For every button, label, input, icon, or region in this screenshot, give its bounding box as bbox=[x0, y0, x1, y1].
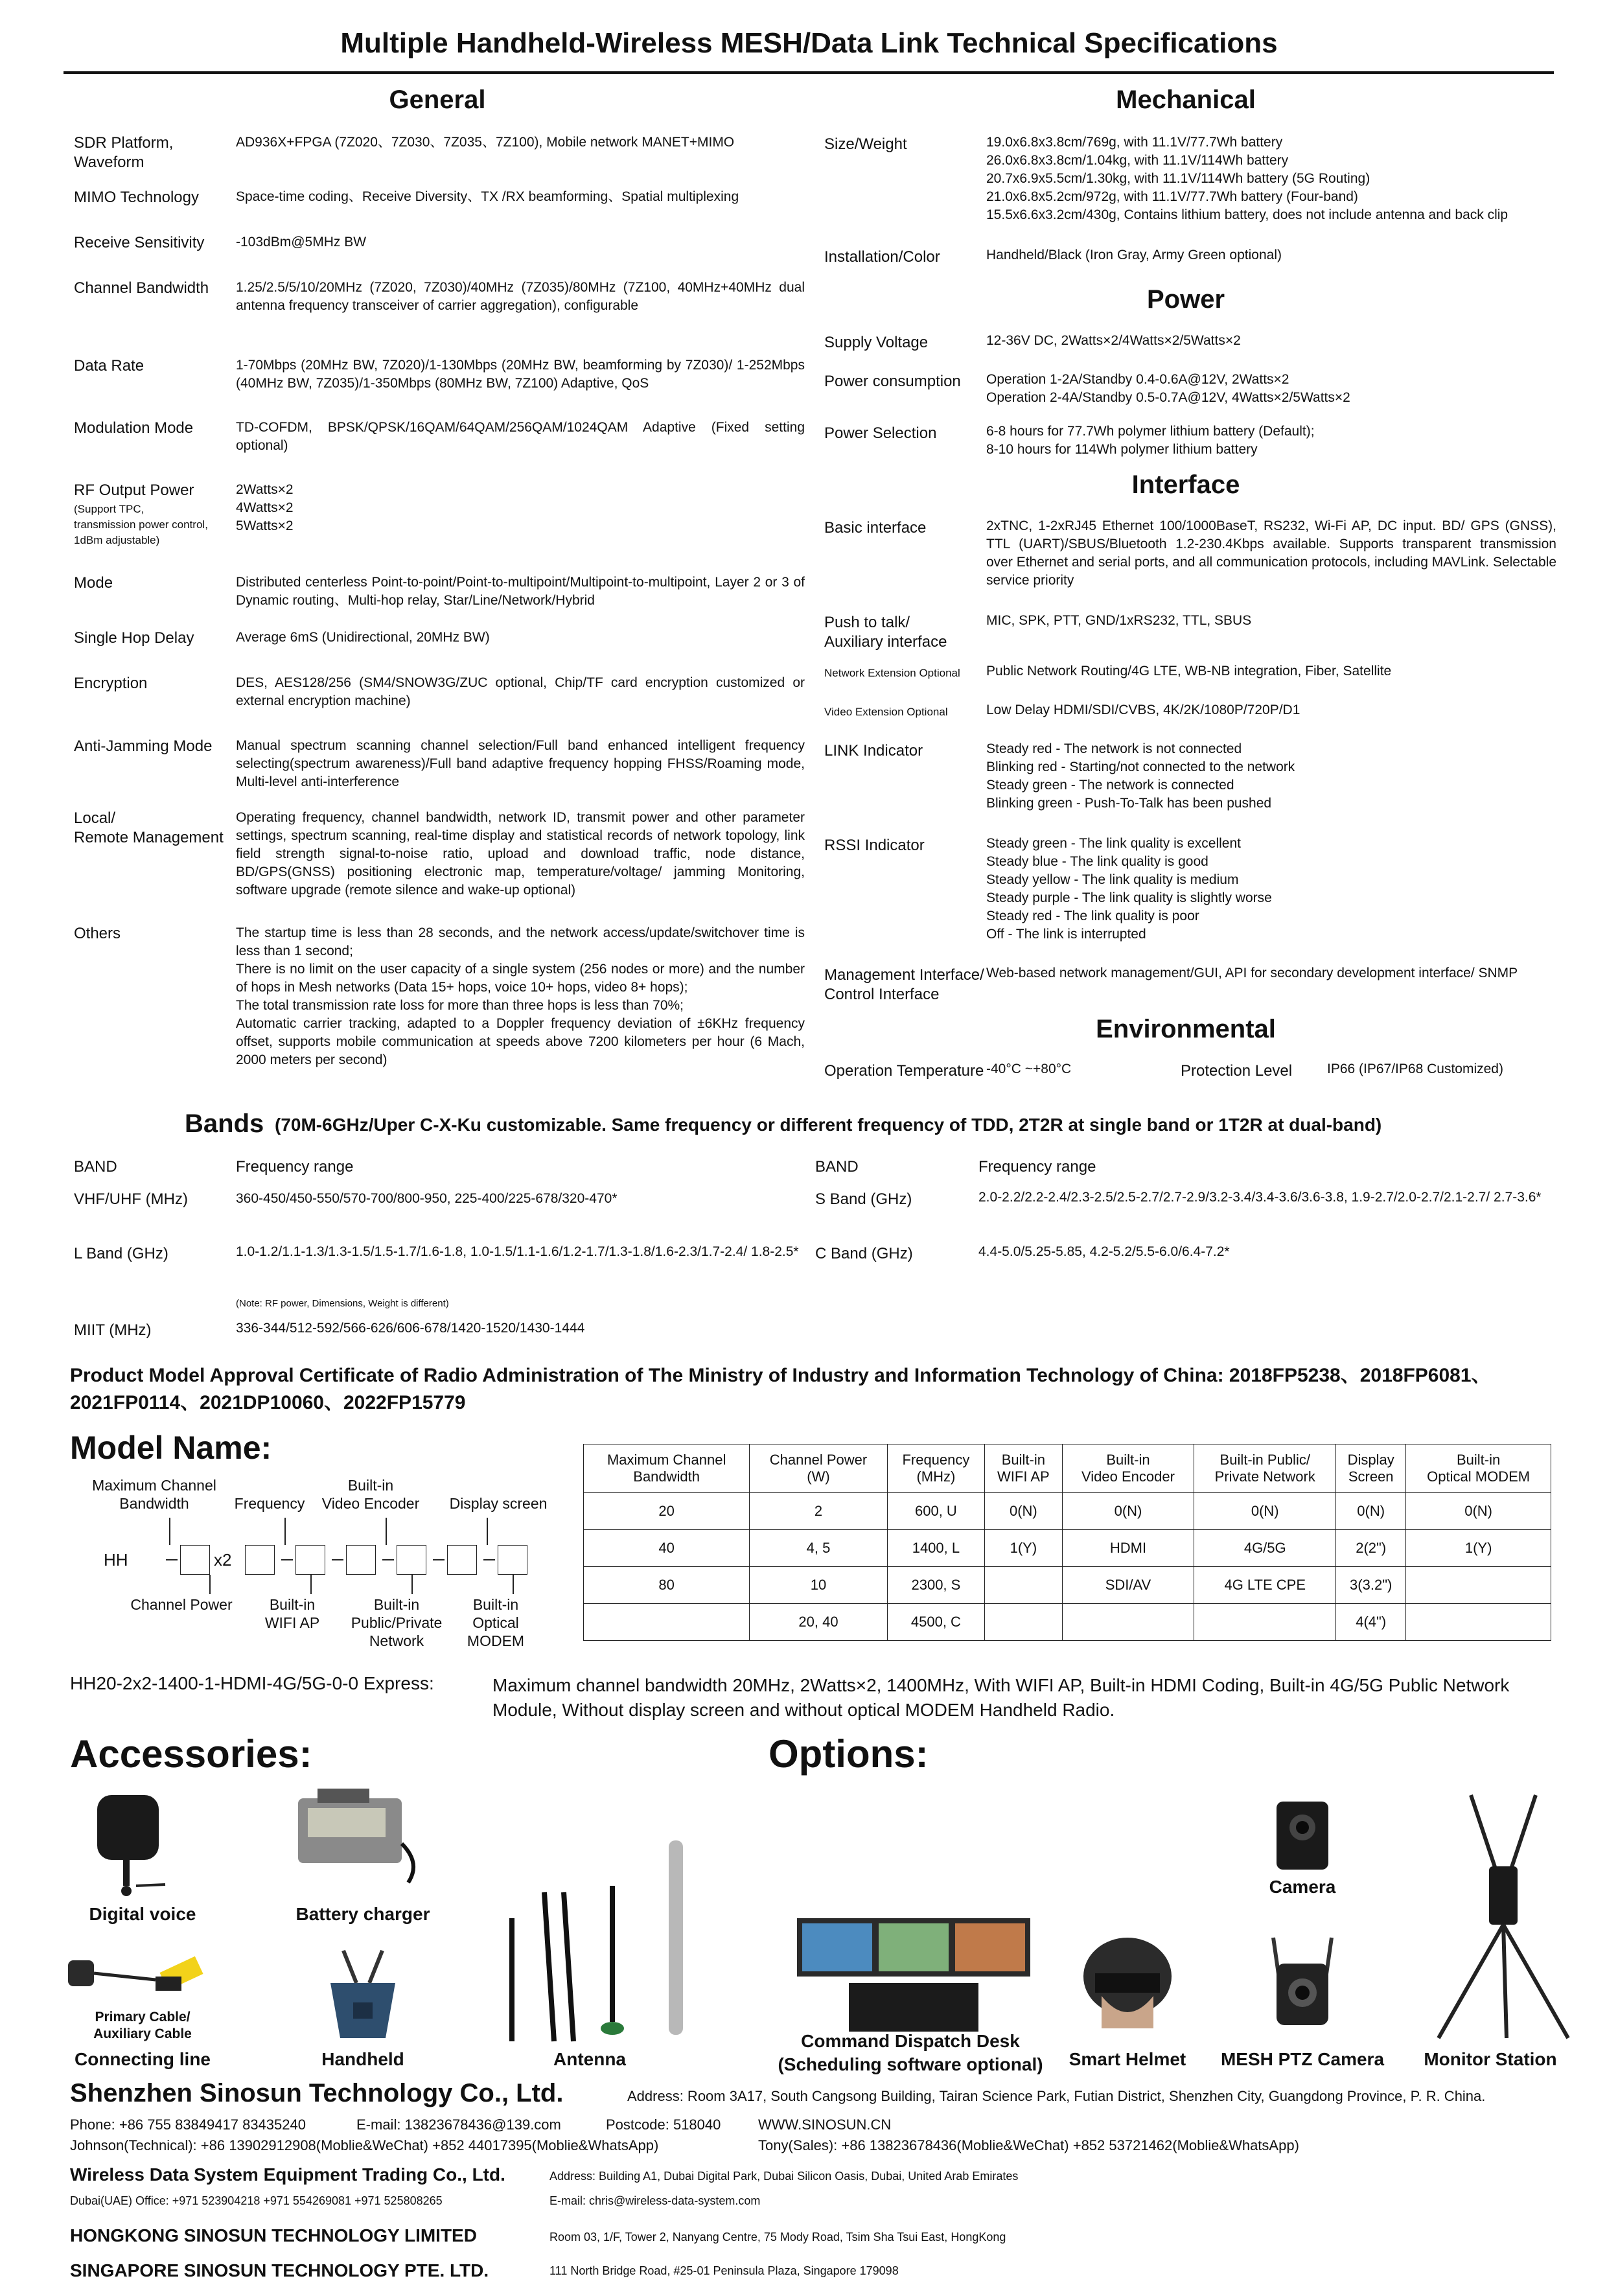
interface-row-label: RSSI Indicator bbox=[824, 837, 925, 854]
model-top-label: Frequency bbox=[234, 1495, 305, 1512]
interface-row-value: Steady red - The network is not connected Blinking red - Starting/not connected to the network Steady green - The network is connected Blinking green - Push-To-Talk has been pushed bbox=[986, 741, 1295, 811]
interface-row-label: Management Interface/ Control Interface bbox=[824, 966, 984, 1003]
band-c-freq: 4.4-5.0/5.25-5.85, 4.2-5.2/5.5-6.0/6.4-7.2* bbox=[978, 1244, 1230, 1259]
model-table-cell: 4(4") bbox=[1336, 1604, 1406, 1641]
general-row-label: MIMO Technology bbox=[74, 189, 199, 206]
model-table-cell: 1400, L bbox=[887, 1530, 984, 1567]
mechanical-row-label: Installation/Color bbox=[824, 248, 940, 266]
interface-row-value: Public Network Routing/4G LTE, WB-NB integration, Fiber, Satellite bbox=[986, 664, 1392, 678]
title-rule bbox=[64, 71, 1554, 74]
model-table-cell bbox=[1062, 1604, 1194, 1641]
freq-col-right: Frequency range bbox=[978, 1158, 1096, 1176]
general-row-label: Mode bbox=[74, 574, 113, 592]
sg-address: 111 North Bridge Road, #25-01 Peninsula Plaza, Singapore 179098 bbox=[549, 2264, 899, 2277]
general-row-value: DES, AES128/256 (SM4/SNOW3G/ZUC optional, Chip/TF card encryption customized or external encryption machine) bbox=[236, 675, 805, 708]
general-row-value: Distributed centerless Point-to-point/Point-to-multipoint/Multipoint-to-multipoint, Layer 2 or 3 of Dynamic routing、Multi-hop relay, Star/Line/Network/Hybrid bbox=[236, 575, 805, 608]
band-l-freq: 1.0-1.2/1.1-1.3/1.3-1.5/1.5-1.7/1.6-1.8, 1.0-1.5/1.1-1.6/1.2-1.7/1.3-1.8/1.6-2.3/1.7-2.4/ 1.8-2.5* bbox=[236, 1244, 799, 1259]
miit-label: MIIT (MHz) bbox=[74, 1321, 152, 1339]
model-top-label: Display screen bbox=[449, 1495, 548, 1512]
band-s-label: S Band (GHz) bbox=[815, 1190, 912, 1208]
model-table-header: Channel Power (W) bbox=[750, 1444, 887, 1493]
model-table-header: Built-in Video Encoder bbox=[1062, 1444, 1194, 1493]
general-row-value: Space-time coding、Receive Diversity、TX /RX beamforming、Spatial multiplexing bbox=[236, 189, 739, 204]
band-l-label: L Band (GHz) bbox=[74, 1245, 168, 1262]
options-heading: Options: bbox=[769, 1732, 929, 1776]
dubai-email: E-mail: chris@wireless-data-system.com bbox=[549, 2194, 761, 2207]
general-row-label: Channel Bandwidth bbox=[74, 279, 209, 297]
interface-row-value: Low Delay HDMI/SDI/CVBS, 4K/2K/1080P/720P/D1 bbox=[986, 702, 1300, 717]
model-code-dash bbox=[281, 1559, 293, 1560]
model-code-box bbox=[447, 1545, 477, 1575]
interface-row-label: Video Extension Optional bbox=[824, 706, 948, 718]
hk-company: HONGKONG SINOSUN TECHNOLOGY LIMITED bbox=[70, 2225, 477, 2245]
protection-value: IP66 (IP67/IP68 Customized) bbox=[1327, 1061, 1503, 1076]
table-row bbox=[584, 1567, 1551, 1604]
freq-col-left: Frequency range bbox=[236, 1158, 354, 1176]
table-row bbox=[584, 1530, 1551, 1567]
op-temp-label: Operation Temperature bbox=[824, 1062, 984, 1080]
model-code-dash bbox=[166, 1559, 178, 1560]
model-table-cell: 10 bbox=[750, 1567, 887, 1604]
model-bottom-label: Channel Power bbox=[130, 1596, 233, 1613]
model-table-cell bbox=[1406, 1604, 1551, 1641]
model-table-cell: 0(N) bbox=[1406, 1493, 1551, 1530]
general-row-value: Manual spectrum scanning channel selection/Full band enhanced intelligent frequency selecting(spectrum awareness)/Full band adaptive frequency hopping FHSS/Roaming mode, Multi-level anti-interference bbox=[236, 738, 805, 789]
general-row-value: The startup time is less than 28 seconds, and the network access/update/switchover time is less than 1 second; There is no limit on the user capacity of a single system (256 nodes or more) and the number of hops in Mesh networks (Data 15+ hops, voice 10+ hops, video 8+ hops); The total transmission rate loss for more than three hops is less than 70%; Automatic carrier tracking, adapted to a Doppler frequency deviation of ±6KHz frequency offset, supports mobile communication at speeds above 7200 kilometers per hour (6 Mach, 2000 meters per second) bbox=[236, 925, 805, 1067]
general-row-label: Single Hop Delay bbox=[74, 629, 194, 647]
interface-row-value: MIC, SPK, PTT, GND/1xRS232, TTL, SBUS bbox=[986, 613, 1252, 628]
model-table-cell bbox=[584, 1604, 750, 1641]
interface-row-label: LINK Indicator bbox=[824, 742, 923, 760]
model-table-cell: 0(N) bbox=[1062, 1493, 1194, 1530]
sg-company: SINGAPORE SINOSUN TECHNOLOGY PTE. LTD. bbox=[70, 2260, 489, 2280]
company-name: Shenzhen Sinosun Technology Co., Ltd. bbox=[70, 2079, 564, 2107]
general-row-label: RF Output Power bbox=[74, 481, 194, 499]
band-c-label: C Band (GHz) bbox=[815, 1245, 913, 1262]
general-row-value: 1-70Mbps (20MHz BW, 7Z020)/1-130Mbps (20MHz BW, beamforming by 7Z030)/ 1-252Mbps (40MHz BW, 7Z035)/1-350Mbps (80MHz BW, 7Z100) Adaptive, QoS bbox=[236, 358, 805, 391]
general-row-value: AD936X+FPGA (7Z020、7Z030、7Z035、7Z100), Mobile network MANET+MIMO bbox=[236, 135, 735, 150]
protection-label: Protection Level bbox=[1181, 1062, 1293, 1080]
accessories-heading: Accessories: bbox=[70, 1732, 312, 1776]
mechanical-row-value: Handheld/Black (Iron Gray, Army Green optional) bbox=[986, 248, 1282, 262]
express-value: Maximum channel bandwidth 20MHz, 2Watts×2, 1400MHz, With WIFI AP, Built-in HDMI Coding, Built-in 4G/5G Public Network Module, Without display screen and without optical MODEM Handheld Radio. bbox=[492, 1675, 1510, 1720]
model-table-cell bbox=[1406, 1567, 1551, 1604]
model-top-label: Built-in Video Encoder bbox=[321, 1477, 420, 1512]
general-row-label: Receive Sensitivity bbox=[74, 234, 205, 251]
mechanical-row-value: 19.0x6.8x3.8cm/769g, with 11.1V/77.7Wh battery 26.0x6.8x3.8cm/1.04kg, with 11.1V/114Wh battery 20.7x6.9x5.5cm/1.30kg, with 11.1V/114Wh battery (5G Routing) 21.0x6.8x5.2cm/972g, with 11.1V/77.7Wh battery (Four-band) 15.5x6.6x3.2cm/430g, Contains lithium battery, does not include antenna and back clip bbox=[986, 135, 1508, 222]
model-table-cell: SDI/AV bbox=[1062, 1567, 1194, 1604]
general-row-value: -103dBm@5MHz BW bbox=[236, 235, 367, 249]
dubai-office: Dubai(UAE) Office: +971 523904218 +971 554269081 +971 525808265 bbox=[70, 2194, 443, 2207]
smart-helmet-icon bbox=[1076, 1931, 1179, 2035]
model-code-box bbox=[295, 1545, 325, 1575]
model-table-cell: HDMI bbox=[1062, 1530, 1194, 1567]
general-row-label: Local/ Remote Management bbox=[74, 809, 224, 846]
caption-digital-voice: Digital voice bbox=[89, 1904, 196, 1924]
model-table-cell bbox=[985, 1604, 1062, 1641]
interface-row-value: 2xTNC, 1-2xRJ45 Ethernet 100/1000BaseT, RS232, Wi-Fi AP, DC input. BD/ GPS (GNSS), TTL (UART)/SBUS/Bluetooth 1.2-230.4Kbps available. Supports transparent transmission over Ethernet and serial ports, and all communication protocols, including MAVLink. Selectable service priority bbox=[986, 518, 1556, 588]
certificate-text: Product Model Approval Certificate of Radio Administration of The Ministry of Industry and Information Technology of China: 2018FP5238、2018FP6081、2021FP0114、2021DP10060、2022FP15779 bbox=[70, 1365, 1491, 1413]
band-vhf-freq: 360-450/450-550/570-700/800-950, 225-400/225-678/320-470* bbox=[236, 1191, 618, 1206]
caption-handheld: Handheld bbox=[321, 2049, 404, 2069]
model-table-header: Display Screen bbox=[1336, 1444, 1406, 1493]
general-row-value: 1.25/2.5/5/10/20MHz (7Z020, 7Z030)/40MHz (7Z035)/80MHz (7Z100, 40MHz+40MHz dual antenna frequency transceiver of carrier aggregation), configurable bbox=[236, 280, 805, 313]
model-table-cell: 40 bbox=[584, 1530, 750, 1567]
contact-johnson: Johnson(Technical): +86 13902912908(Moblie&WeChat) +852 44017395(Moblie&WhatsApp) bbox=[70, 2137, 659, 2153]
power-row-value: 6-8 hours for 77.7Wh polymer lithium battery (Default); 8-10 hours for 114Wh polymer lithium battery bbox=[986, 424, 1315, 457]
model-bottom-label: Built-in Public/Private Network bbox=[351, 1596, 443, 1649]
model-code-box bbox=[397, 1545, 426, 1575]
monitor-station-icon bbox=[1426, 1789, 1581, 2041]
model-table-cell bbox=[1194, 1604, 1336, 1641]
mechanical-row-label: Size/Weight bbox=[824, 135, 907, 153]
ptz-camera-icon bbox=[1251, 1931, 1354, 2035]
model-bottom-label: Built-in WIFI AP bbox=[264, 1596, 320, 1631]
contact-tony: Tony(Sales): +86 13823678436(Moblie&WeChat) +852 53721462(Moblie&WhatsApp) bbox=[758, 2137, 1299, 2153]
model-table-cell: 4G LTE CPE bbox=[1194, 1567, 1336, 1604]
power-row-label: Supply Voltage bbox=[824, 334, 929, 351]
company-phone: Phone: +86 755 83849417 83435240 bbox=[70, 2116, 306, 2133]
power-row-label: Power Selection bbox=[824, 424, 937, 442]
caption-antenna: Antenna bbox=[553, 2049, 626, 2069]
model-heading: Model Name: bbox=[70, 1430, 272, 1466]
model-leader-line bbox=[209, 1575, 211, 1594]
model-code-box bbox=[180, 1545, 210, 1575]
model-table-header: Frequency (MHz) bbox=[887, 1444, 984, 1493]
wds-name: Wireless Data System Equipment Trading Co., Ltd. bbox=[70, 2164, 505, 2185]
power-row-value: Operation 1-2A/Standby 0.4-0.6A@12V, 2Watts×2 Operation 2-4A/Standby 0.5-0.7A@12V, 4Watts×2/5Watts×2 bbox=[986, 372, 1350, 405]
wds-address: Address: Building A1, Dubai Digital Park, Dubai Silicon Oasis, Dubai, United Arab Emirates bbox=[549, 2170, 1019, 2183]
power-row-label: Power consumption bbox=[824, 373, 961, 390]
command-desk-icon bbox=[784, 1912, 1043, 2035]
general-row-value: Average 6mS (Unidirectional, 20MHz BW) bbox=[236, 630, 490, 645]
model-leader-line bbox=[386, 1518, 387, 1545]
hk-address: Room 03, 1/F, Tower 2, Nanyang Centre, 75 Mody Road, Tsim Sha Tsui East, HongKong bbox=[549, 2231, 1006, 2244]
power-heading: Power bbox=[1146, 285, 1225, 314]
caption-ptz-camera: MESH PTZ Camera bbox=[1220, 2049, 1385, 2069]
model-table-cell: 1(Y) bbox=[985, 1530, 1062, 1567]
band-s-freq: 2.0-2.2/2.2-2.4/2.3-2.5/2.5-2.7/2.7-2.9/3.2-3.4/3.4-3.6/3.6-3.8, 1.9-2.7/2.0-2.7/2.1-2.7/ 2.7-3.6* bbox=[978, 1190, 1542, 1205]
caption-connecting-line: Connecting line bbox=[75, 2049, 211, 2069]
company-website[interactable]: WWW.SINOSUN.CN bbox=[758, 2116, 892, 2133]
model-prefix: HH bbox=[104, 1550, 128, 1570]
model-leader-line bbox=[284, 1518, 286, 1545]
interface-row-label: Basic interface bbox=[824, 519, 927, 537]
general-heading: General bbox=[389, 86, 486, 114]
mechanical-heading: Mechanical bbox=[1116, 86, 1256, 114]
miit-value: 336-344/512-592/566-626/606-678/1420-1520/1430-1444 bbox=[236, 1321, 585, 1336]
band-vhf-label: VHF/UHF (MHz) bbox=[74, 1190, 188, 1208]
bands-footnote: (Note: RF power, Dimensions, Weight is different) bbox=[236, 1298, 449, 1309]
handheld-icon bbox=[318, 1944, 408, 2048]
environmental-heading: Environmental bbox=[1096, 1015, 1276, 1043]
model-table-cell: 4G/5G bbox=[1194, 1530, 1336, 1567]
model-table-header: Maximum Channel Bandwidth bbox=[584, 1444, 750, 1493]
model-table-cell bbox=[985, 1567, 1062, 1604]
express-label: HH20-2x2-1400-1-HDMI-4G/5G-0-0 Express: bbox=[70, 1673, 434, 1693]
model-code-dash bbox=[332, 1559, 343, 1560]
model-code-dash bbox=[433, 1559, 445, 1560]
general-row-label: Data Rate bbox=[74, 357, 144, 375]
model-table-cell: 0(N) bbox=[985, 1493, 1062, 1530]
company-email: E-mail: 13823678436@139.com bbox=[356, 2116, 561, 2133]
interface-row-value: Steady green - The link quality is excellent Steady blue - The link quality is good Steady yellow - The link quality is medium Steady purple - The link quality is slightly worse Steady red - The link quality is poor Off - The link is interrupted bbox=[986, 836, 1272, 942]
cable-icon bbox=[65, 1951, 220, 2002]
general-row-value: Operating frequency, channel bandwidth, network ID, transmit power and other parameter settings, spectrum scanning, real-time display and statistical records of network topology, link field strength signal-to-noise ratio, upload and download traffic, node distance, BD/GPS(GNSS) positioning electronic map, temperature/voltage/ jamming Monitoring, software upgrade (remote silence and wake-up optional) bbox=[236, 810, 805, 898]
model-x2: x2 bbox=[214, 1550, 232, 1570]
model-code-box bbox=[498, 1545, 527, 1575]
caption-battery-charger: Battery charger bbox=[295, 1904, 430, 1924]
caption-camera: Camera bbox=[1269, 1877, 1336, 1897]
general-row-label: Others bbox=[74, 925, 121, 942]
model-table-cell: 0(N) bbox=[1194, 1493, 1336, 1530]
model-table-cell: 80 bbox=[584, 1567, 750, 1604]
antenna-icon bbox=[492, 1827, 687, 2048]
model-table-cell: 2300, S bbox=[887, 1567, 984, 1604]
general-row-label: SDR Platform, Waveform bbox=[74, 134, 174, 171]
general-row-label: Encryption bbox=[74, 675, 148, 692]
company-address: Address: Room 3A17, South Cangsong Building, Tairan Science Park, Futian District, Shenzhen City, Guangdong Province, P. R. China. bbox=[627, 2088, 1486, 2104]
model-leader-line bbox=[487, 1518, 488, 1545]
general-row-value: TD-COFDM, BPSK/QPSK/16QAM/64QAM/256QAM/1024QAM Adaptive (Fixed setting optional) bbox=[236, 420, 805, 453]
model-table-cell: 1(Y) bbox=[1406, 1530, 1551, 1567]
caption-command-desk: Command Dispatch Desk (Scheduling software optional) bbox=[778, 2031, 1043, 2074]
camera-icon bbox=[1267, 1798, 1338, 1876]
model-table-cell: 20 bbox=[584, 1493, 750, 1530]
table-row bbox=[584, 1604, 1551, 1641]
model-leader-line bbox=[513, 1575, 514, 1594]
bands-note: (70M-6GHz/Uper C-X-Ku customizable. Same frequency or different frequency of TDD, 2T2R at single band or 1T2R at dual-band) bbox=[275, 1115, 1382, 1135]
general-row-value: 2Watts×2 4Watts×2 5Watts×2 bbox=[236, 482, 294, 533]
model-leader-line bbox=[169, 1518, 170, 1545]
model-leader-line bbox=[310, 1575, 312, 1594]
caption-monitor-station: Monitor Station bbox=[1424, 2049, 1557, 2069]
model-top-label: Maximum Channel Bandwidth bbox=[92, 1477, 216, 1512]
interface-heading: Interface bbox=[1131, 470, 1240, 499]
model-table-cell: 20, 40 bbox=[750, 1604, 887, 1641]
op-temp-value: -40°C ~+80°C bbox=[986, 1061, 1072, 1076]
digital-voice-icon bbox=[91, 1789, 168, 1899]
model-bottom-label: Built-in Optical MODEM bbox=[467, 1596, 525, 1649]
model-table-header: Built-in Public/ Private Network bbox=[1194, 1444, 1336, 1493]
band-col-right: BAND bbox=[815, 1158, 859, 1176]
model-table-cell: 0(N) bbox=[1336, 1493, 1406, 1530]
model-table-header: Built-in Optical MODEM bbox=[1406, 1444, 1551, 1493]
model-code-box bbox=[346, 1545, 376, 1575]
model-table-cell: 600, U bbox=[887, 1493, 984, 1530]
model-table-header: Built-in WIFI AP bbox=[985, 1444, 1062, 1493]
model-table-cell: 4, 5 bbox=[750, 1530, 887, 1567]
model-table-cell: 2 bbox=[750, 1493, 887, 1530]
power-row-value: 12-36V DC, 2Watts×2/4Watts×2/5Watts×2 bbox=[986, 333, 1241, 348]
general-row-sublabel: (Support TPC, transmission power control, 1dBm adjustable) bbox=[74, 503, 208, 546]
table-row bbox=[584, 1493, 1551, 1530]
interface-row-value: Web-based network management/GUI, API for secondary development interface/ SNMP bbox=[986, 966, 1518, 980]
model-leader-line bbox=[411, 1575, 413, 1594]
interface-row-label: Push to talk/ Auxiliary interface bbox=[824, 614, 947, 651]
band-col-left: BAND bbox=[74, 1158, 117, 1176]
page-title: Multiple Handheld-Wireless MESH/Data Link Technical Specifications bbox=[340, 27, 1278, 59]
caption-primary-cable: Primary Cable/ Auxiliary Cable bbox=[93, 2010, 192, 2041]
model-table bbox=[583, 1444, 1551, 1641]
model-code-box bbox=[245, 1545, 275, 1575]
general-row-label: Anti-Jamming Mode bbox=[74, 737, 213, 755]
bands-heading: Bands bbox=[185, 1109, 264, 1138]
general-row-label: Modulation Mode bbox=[74, 419, 194, 437]
model-table-cell: 2(2") bbox=[1336, 1530, 1406, 1567]
interface-row-label: Network Extension Optional bbox=[824, 667, 960, 679]
model-code-dash bbox=[483, 1559, 495, 1560]
model-table-cell: 4500, C bbox=[887, 1604, 984, 1641]
model-code-dash bbox=[382, 1559, 394, 1560]
company-postcode: Postcode: 518040 bbox=[606, 2116, 721, 2133]
caption-smart-helmet: Smart Helmet bbox=[1069, 2049, 1186, 2069]
battery-charger-icon bbox=[292, 1785, 434, 1889]
model-table-cell: 3(3.2") bbox=[1336, 1567, 1406, 1604]
